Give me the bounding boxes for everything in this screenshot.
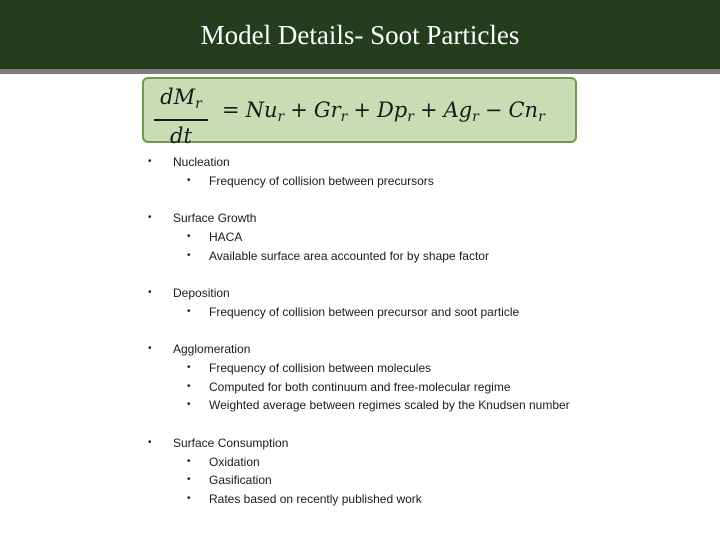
equation-term-consumption: Cn [508,98,539,122]
list-item: Frequency of collision between molecules [209,361,432,375]
list-item: Frequency of collision between precursor and soot particle [209,305,520,319]
bullet: • [148,156,152,167]
bullet: • [187,493,191,504]
title-bar-divider [0,69,720,74]
section-label: Surface Consumption [173,436,289,450]
fraction-bar [154,119,208,121]
bullet: • [187,306,191,317]
bullet: • [187,362,191,373]
bullet: • [187,456,191,467]
bullet: • [187,175,191,186]
bullet: • [148,287,152,298]
section-label: Nucleation [173,155,230,169]
equation-numerator [152,85,210,116]
equation-term-growth: Gr [313,98,341,122]
list-item: Gasification [209,473,272,487]
equation-lhs-fraction [152,85,210,148]
list-item: Weighted average between regimes scaled by the Knudsen number [209,398,570,412]
bullet: • [187,474,191,485]
list-item: Computed for both continuum and free-molecular regime [209,380,511,394]
equation-term-subscript: r [407,109,414,125]
list-item: Available surface area accounted for by shape factor [209,249,489,263]
section-label: Surface Growth [173,211,257,225]
equation-denominator: dt [170,123,192,148]
equation-box [142,77,577,148]
list-item: Oxidation [209,455,260,469]
mass-rate-equation [144,79,575,148]
equation-term-subscript: r [472,109,479,125]
equation-term-subscript: r [277,109,285,125]
page-title: Model Details- Soot Particles [200,20,520,50]
list-item: Rates based on recently published work [209,492,422,506]
equation-term-subscript: r [340,109,348,125]
bullet: • [187,231,191,242]
equation-term-deposition: Dp [376,98,408,122]
section-label: Deposition [173,286,230,300]
list-item: HACA [209,230,243,244]
equation-operator: − [484,98,503,122]
bullet: • [187,399,191,410]
bullet: • [148,437,152,448]
equation-term-nucleation: Nu [245,98,278,122]
bullet: • [148,212,152,223]
equation-operator: + [290,98,308,122]
equation-operator: + [419,98,438,122]
numerator-symbol: dM [160,85,196,109]
section-label: Agglomeration [173,342,251,356]
equation-term-subscript: r [538,109,545,125]
equation-operator: = [222,98,240,122]
equation-term-agglomeration: Ag [443,98,473,122]
equation-operator: + [353,98,371,122]
numerator-subscript: r [195,96,202,112]
bullet: • [187,381,191,392]
equation-rhs [216,98,545,129]
list-item: Frequency of collision between precursors [209,174,434,188]
bullet: • [187,250,191,261]
bullet: • [148,343,152,354]
